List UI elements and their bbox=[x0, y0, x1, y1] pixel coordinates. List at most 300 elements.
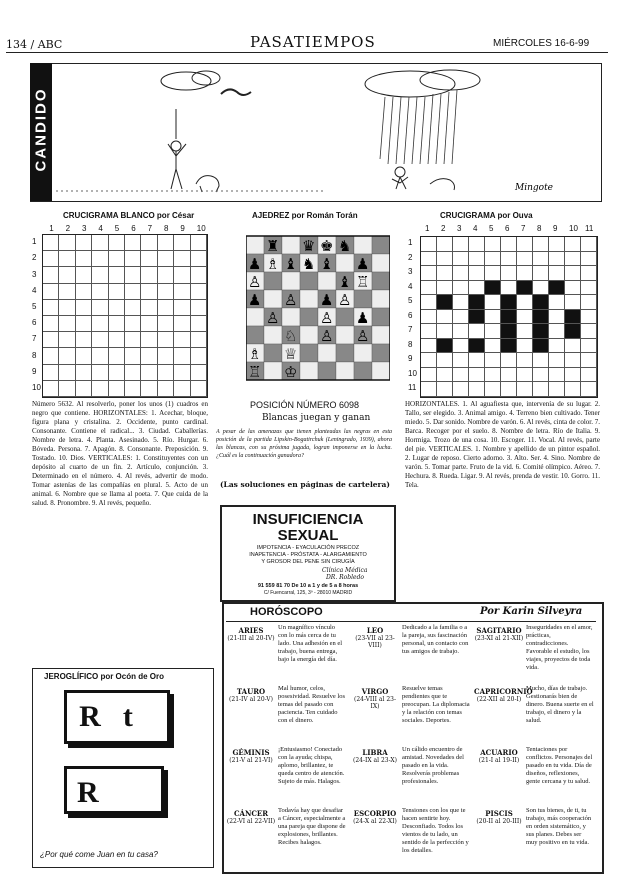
crucigrama-blanco-cell[interactable] bbox=[43, 365, 59, 381]
crucigrama-col-number: 7 bbox=[521, 224, 526, 233]
crucigrama-cell[interactable] bbox=[533, 310, 549, 325]
crucigrama-cell[interactable] bbox=[501, 281, 517, 296]
crucigrama-blanco-cell[interactable] bbox=[174, 251, 190, 267]
crucigrama-cell[interactable] bbox=[421, 382, 437, 397]
crucigrama-blanco-cell[interactable] bbox=[76, 300, 92, 316]
crucigrama-cell[interactable] bbox=[565, 252, 581, 267]
crucigrama-blanco-cell[interactable] bbox=[92, 348, 108, 364]
crucigrama-cell[interactable] bbox=[549, 324, 565, 339]
crucigrama-blanco-cell[interactable] bbox=[43, 316, 59, 332]
crucigrama-cell[interactable] bbox=[453, 382, 469, 397]
chess-square[interactable] bbox=[282, 272, 300, 290]
crucigrama-cell[interactable] bbox=[437, 266, 453, 281]
crucigrama-blanco-cell[interactable] bbox=[92, 365, 108, 381]
crucigrama-cell[interactable] bbox=[565, 368, 581, 383]
crucigrama-cell[interactable] bbox=[437, 281, 453, 296]
crucigrama-cell[interactable] bbox=[517, 382, 533, 397]
crucigrama-blanco-cell[interactable] bbox=[109, 348, 125, 364]
chess-piece: ♟ bbox=[248, 291, 262, 309]
horoscope-sign-header bbox=[474, 809, 524, 825]
chess-square[interactable] bbox=[336, 254, 354, 272]
crucigrama-cell[interactable] bbox=[565, 353, 581, 368]
crucigrama-blanco-cell[interactable] bbox=[141, 251, 157, 267]
crucigrama-cell[interactable] bbox=[485, 353, 501, 368]
crucigrama-blanco-cell[interactable] bbox=[43, 300, 59, 316]
horoscope-sign-text: Son tus bienes, de ti, tu trabajo, más cooperación en orden sistemático, y sus planes. Debes ser muy positivo en tu vida. bbox=[526, 807, 592, 846]
crucigrama-blanco-cell[interactable] bbox=[125, 251, 141, 267]
crucigrama-blanco-cell[interactable] bbox=[141, 284, 157, 300]
crucigrama-blanco-cell[interactable] bbox=[191, 300, 207, 316]
crucigrama-cell[interactable] bbox=[469, 382, 485, 397]
chess-square[interactable] bbox=[264, 344, 282, 362]
crucigrama-cell[interactable] bbox=[501, 353, 517, 368]
crucigrama-cell[interactable] bbox=[485, 281, 501, 296]
crucigrama-cell[interactable] bbox=[485, 266, 501, 281]
chess-square[interactable] bbox=[372, 290, 390, 308]
chess-square[interactable] bbox=[264, 272, 282, 290]
crucigrama-cell[interactable] bbox=[549, 310, 565, 325]
crucigrama-cell[interactable] bbox=[421, 252, 437, 267]
crucigrama-cell[interactable] bbox=[453, 353, 469, 368]
crucigrama-cell[interactable] bbox=[581, 353, 597, 368]
crucigrama-blanco-col-number: 3 bbox=[82, 224, 87, 233]
crucigrama-blanco-cell[interactable] bbox=[92, 235, 108, 251]
crucigrama-cell[interactable] bbox=[533, 295, 549, 310]
crucigrama-cell[interactable] bbox=[421, 324, 437, 339]
crucigrama-blanco-cell[interactable] bbox=[76, 348, 92, 364]
crucigrama-blanco-cell[interactable] bbox=[92, 251, 108, 267]
crucigrama-blanco-cell[interactable] bbox=[174, 365, 190, 381]
crucigrama-cell[interactable] bbox=[485, 382, 501, 397]
crucigrama-cell[interactable] bbox=[469, 310, 485, 325]
crucigrama-cell[interactable] bbox=[437, 295, 453, 310]
chess-square[interactable] bbox=[372, 236, 390, 254]
crucigrama-row-number: 3 bbox=[408, 267, 413, 277]
crucigrama-cell[interactable] bbox=[581, 252, 597, 267]
chess-square[interactable] bbox=[372, 272, 390, 290]
chess-square[interactable] bbox=[318, 272, 336, 290]
crucigrama-blanco-cell[interactable] bbox=[59, 316, 75, 332]
crucigrama-col-number: 2 bbox=[441, 224, 446, 233]
crucigrama-cell[interactable] bbox=[533, 266, 549, 281]
crucigrama-blanco-clues: Número 5632. Al resolverlo, poner los unos (1) cuadros en negro que contiene. HORIZONTALES: 1. Acechar, bloque, figura plana y cristalina. 2. Occidente, punto cardinal. Consonante. Contiene el radical... 3. Ciudad. Caballerías. Nombre de letra. 4. Planta. Asesinado. 5. Río. Hurgar. 6. Bóveda. Persona. 7. Apagón. 8. Consonante. Preposición. 9. Tostado. 10. Dios. VERTICALES: 1. Constituyentes con un depósito al cuarto de un fin. 2. Artículo, conjunción. 3. Determinado en el número. 4. Al revés, advertir de modo. Tomar astenías de las compañías en plural. 5. Acto de un animal. 6. Nombre que se llama al poeta. 7. Que cuida de la salud. 8. Pronombre. 9. Al revés, pequeño. bbox=[32, 400, 208, 507]
chess-square[interactable] bbox=[372, 308, 390, 326]
crucigrama-blanco-cell[interactable] bbox=[76, 235, 92, 251]
chess-square[interactable] bbox=[336, 326, 354, 344]
chess-square[interactable] bbox=[300, 326, 318, 344]
crucigrama-blanco-cell[interactable] bbox=[76, 267, 92, 283]
crucigrama-cell[interactable] bbox=[517, 324, 533, 339]
crucigrama-blanco-cell[interactable] bbox=[43, 348, 59, 364]
crucigrama-blanco-cell[interactable] bbox=[76, 381, 92, 397]
horoscope-sign bbox=[350, 624, 472, 682]
crucigrama-cell[interactable] bbox=[565, 339, 581, 354]
ad-line-5: DR. Robledo bbox=[326, 574, 365, 581]
crucigrama-row-number: 2 bbox=[408, 252, 413, 262]
horoscope-sign-name: VIRGO bbox=[361, 687, 389, 696]
crucigrama-blanco-cell[interactable] bbox=[141, 365, 157, 381]
jeroglifico-title: JEROGLÍFICO por Ocón de Oro bbox=[44, 672, 165, 681]
crucigrama-blanco-cell[interactable] bbox=[76, 365, 92, 381]
crucigrama-blanco-cell[interactable] bbox=[43, 381, 59, 397]
page-date: MIÉRCOLES 16-6-99 bbox=[493, 38, 590, 49]
crucigrama-blanco-cell[interactable] bbox=[141, 267, 157, 283]
chess-square[interactable] bbox=[264, 362, 282, 380]
crucigrama-cell[interactable] bbox=[533, 382, 549, 397]
chess-square[interactable] bbox=[246, 326, 264, 344]
crucigrama-blanco-cell[interactable] bbox=[109, 332, 125, 348]
crucigrama-blanco-cell[interactable] bbox=[43, 267, 59, 283]
chess-piece: ♔ bbox=[284, 363, 298, 381]
crucigrama-cell[interactable] bbox=[453, 266, 469, 281]
crucigrama-cell[interactable] bbox=[501, 237, 517, 252]
crucigrama-cell[interactable] bbox=[501, 295, 517, 310]
crucigrama-blanco-cell[interactable] bbox=[109, 316, 125, 332]
crucigrama-cell[interactable] bbox=[453, 339, 469, 354]
crucigrama-blanco-cell[interactable] bbox=[59, 348, 75, 364]
crucigrama-blanco-cell[interactable] bbox=[141, 235, 157, 251]
crucigrama-cell[interactable] bbox=[485, 295, 501, 310]
horoscope-sign-text: Mal humor, celos, posesividad. Resuelve los temas del pasado con paciencia. Ten cuidado con el dinero. bbox=[278, 685, 345, 724]
crucigrama-cell[interactable] bbox=[469, 266, 485, 281]
horoscope-sign-name: ACUARIO bbox=[480, 748, 518, 757]
crucigrama-cell[interactable] bbox=[565, 310, 581, 325]
crucigrama-cell[interactable] bbox=[533, 252, 549, 267]
chess-square[interactable] bbox=[300, 290, 318, 308]
horoscope-sign-text: Mucho, días de trabajo. Gestionarás bien de dinero. Buena suerte en el trabajo, el dinero y la salud. bbox=[526, 685, 594, 724]
crucigrama-blanco-cell[interactable] bbox=[141, 348, 157, 364]
crucigrama-cell[interactable] bbox=[469, 339, 485, 354]
crucigrama-cell[interactable] bbox=[453, 295, 469, 310]
crucigrama-cell[interactable] bbox=[485, 237, 501, 252]
crucigrama-blanco-cell[interactable] bbox=[191, 381, 207, 397]
crucigrama-cell[interactable] bbox=[421, 353, 437, 368]
crucigrama-cell[interactable] bbox=[549, 252, 565, 267]
crucigrama-cell[interactable] bbox=[517, 237, 533, 252]
crucigrama-blanco-cell[interactable] bbox=[92, 284, 108, 300]
crucigrama-cell[interactable] bbox=[501, 382, 517, 397]
chess-square[interactable] bbox=[282, 236, 300, 254]
chess-square[interactable] bbox=[354, 344, 372, 362]
crucigrama-blanco-cell[interactable] bbox=[174, 300, 190, 316]
crucigrama-cell[interactable] bbox=[549, 368, 565, 383]
crucigrama-blanco-cell[interactable] bbox=[174, 381, 190, 397]
crucigrama-cell[interactable] bbox=[421, 339, 437, 354]
crucigrama-cell[interactable] bbox=[565, 281, 581, 296]
crucigrama-blanco-cell[interactable] bbox=[43, 284, 59, 300]
horoscope-sign-name: CAPRICORNIO bbox=[474, 687, 533, 696]
crucigrama-cell[interactable] bbox=[453, 368, 469, 383]
crucigrama-cell[interactable] bbox=[533, 237, 549, 252]
crucigrama-cell[interactable] bbox=[453, 237, 469, 252]
crucigrama-cell[interactable] bbox=[581, 237, 597, 252]
crucigrama-blanco-cell[interactable] bbox=[174, 348, 190, 364]
crucigrama-blanco-cell[interactable] bbox=[109, 235, 125, 251]
crucigrama-cell[interactable] bbox=[469, 353, 485, 368]
crucigrama-col-number: 6 bbox=[505, 224, 510, 233]
chess-square[interactable] bbox=[354, 236, 372, 254]
crucigrama-cell[interactable] bbox=[501, 324, 517, 339]
crucigrama-blanco-grid[interactable] bbox=[42, 234, 208, 398]
chess-square[interactable] bbox=[372, 254, 390, 272]
crucigrama-blanco-cell[interactable] bbox=[125, 316, 141, 332]
crucigrama-cell[interactable] bbox=[581, 324, 597, 339]
horoscope-sign bbox=[226, 685, 348, 743]
horoscope-sign-name: CÁNCER bbox=[233, 809, 269, 818]
crucigrama-cell[interactable] bbox=[469, 324, 485, 339]
chess-square[interactable] bbox=[372, 326, 390, 344]
chess-square[interactable] bbox=[354, 362, 372, 380]
chess-square[interactable] bbox=[372, 362, 390, 380]
crucigrama-cell[interactable] bbox=[549, 237, 565, 252]
crucigrama-cell[interactable] bbox=[581, 281, 597, 296]
crucigrama-blanco-cell[interactable] bbox=[43, 332, 59, 348]
chess-square[interactable] bbox=[336, 308, 354, 326]
crucigrama-cell[interactable] bbox=[533, 281, 549, 296]
crucigrama-blanco-cell[interactable] bbox=[174, 284, 190, 300]
crucigrama-cell[interactable] bbox=[565, 266, 581, 281]
crucigrama-cell[interactable] bbox=[453, 324, 469, 339]
crucigrama-blanco-cell[interactable] bbox=[109, 284, 125, 300]
crucigrama-cell[interactable] bbox=[485, 324, 501, 339]
crucigrama-grid[interactable] bbox=[420, 236, 598, 398]
crucigrama-blanco-cell[interactable] bbox=[158, 251, 174, 267]
crucigrama-cell[interactable] bbox=[501, 310, 517, 325]
crucigrama-blanco-cell[interactable] bbox=[191, 348, 207, 364]
crucigrama-blanco-cell[interactable] bbox=[158, 381, 174, 397]
crucigrama-blanco-cell[interactable] bbox=[59, 267, 75, 283]
crucigrama-cell[interactable] bbox=[485, 368, 501, 383]
chess-square[interactable] bbox=[372, 344, 390, 362]
crucigrama-blanco-cell[interactable] bbox=[59, 284, 75, 300]
crucigrama-cell[interactable] bbox=[549, 295, 565, 310]
crucigrama-cell[interactable] bbox=[453, 252, 469, 267]
chess-square[interactable] bbox=[264, 290, 282, 308]
crucigrama-blanco-cell[interactable] bbox=[76, 316, 92, 332]
crucigrama-cell[interactable] bbox=[549, 281, 565, 296]
crucigrama-blanco-cell[interactable] bbox=[191, 365, 207, 381]
horoscope-sign-header bbox=[474, 748, 524, 764]
crucigrama-cell[interactable] bbox=[517, 252, 533, 267]
crucigrama-cell[interactable] bbox=[501, 368, 517, 383]
crucigrama-cell[interactable] bbox=[453, 310, 469, 325]
crucigrama-cell[interactable] bbox=[549, 266, 565, 281]
crucigrama-blanco-cell[interactable] bbox=[174, 316, 190, 332]
crucigrama-cell[interactable] bbox=[421, 310, 437, 325]
crucigrama-cell[interactable] bbox=[549, 339, 565, 354]
crucigrama-blanco-cell[interactable] bbox=[109, 381, 125, 397]
horoscope-sign-name: ARIES bbox=[238, 626, 264, 635]
chess-piece: ♝ bbox=[320, 255, 334, 273]
chess-square[interactable] bbox=[336, 344, 354, 362]
crucigrama-cell[interactable] bbox=[565, 237, 581, 252]
crucigrama-blanco-cell[interactable] bbox=[158, 348, 174, 364]
crucigrama-cell[interactable] bbox=[437, 324, 453, 339]
crucigrama-cell[interactable] bbox=[533, 368, 549, 383]
crucigrama-blanco-cell[interactable] bbox=[76, 284, 92, 300]
crucigrama-blanco-cell[interactable] bbox=[158, 300, 174, 316]
horoscope-sign bbox=[226, 807, 348, 865]
crucigrama-cell[interactable] bbox=[469, 237, 485, 252]
chess-square[interactable] bbox=[336, 362, 354, 380]
crucigrama-cell[interactable] bbox=[485, 339, 501, 354]
chess-square[interactable] bbox=[318, 362, 336, 380]
crucigrama-cell[interactable] bbox=[565, 382, 581, 397]
chess-square[interactable] bbox=[282, 308, 300, 326]
crucigrama-cell[interactable] bbox=[581, 295, 597, 310]
horoscope-sign-text: Dedicado a la familia o a la pareja, sus fascinación personal, un contacto con tus amigos de trabajo. bbox=[402, 624, 469, 655]
chess-square[interactable] bbox=[264, 326, 282, 344]
chess-square[interactable] bbox=[318, 344, 336, 362]
chess-square[interactable] bbox=[300, 362, 318, 380]
chess-square[interactable] bbox=[354, 290, 372, 308]
crucigrama-cell[interactable] bbox=[485, 310, 501, 325]
crucigrama-cell[interactable] bbox=[501, 339, 517, 354]
crucigrama-blanco-cell[interactable] bbox=[191, 251, 207, 267]
crucigrama-cell[interactable] bbox=[501, 266, 517, 281]
crucigrama-cell[interactable] bbox=[469, 368, 485, 383]
crucigrama-cell[interactable] bbox=[581, 310, 597, 325]
crucigrama-cell[interactable] bbox=[533, 353, 549, 368]
crucigrama-cell[interactable] bbox=[437, 353, 453, 368]
crucigrama-blanco-row-number: 10 bbox=[32, 382, 41, 392]
crucigrama-cell[interactable] bbox=[421, 237, 437, 252]
crucigrama-cell[interactable] bbox=[581, 368, 597, 383]
crucigrama-blanco-cell[interactable] bbox=[59, 365, 75, 381]
crucigrama-blanco-cell[interactable] bbox=[158, 284, 174, 300]
crucigrama-blanco-cell[interactable] bbox=[92, 316, 108, 332]
crucigrama-cell[interactable] bbox=[469, 281, 485, 296]
crucigrama-blanco-cell[interactable] bbox=[158, 332, 174, 348]
crucigrama-cell[interactable] bbox=[453, 281, 469, 296]
crucigrama-cell[interactable] bbox=[421, 368, 437, 383]
chess-piece: ♜ bbox=[266, 237, 280, 255]
crucigrama-blanco-cell[interactable] bbox=[76, 332, 92, 348]
horoscope-sign-header bbox=[350, 687, 400, 710]
crucigrama-cell[interactable] bbox=[517, 368, 533, 383]
horoscope-sign-text: Tensiones con los que te hacen sentirte hoy. Desconfiado. Todos los vientos de tu lado, un sentido de la perfección y los detalles. bbox=[402, 807, 469, 854]
crucigrama-blanco-cell[interactable] bbox=[158, 235, 174, 251]
crucigrama-blanco-cell[interactable] bbox=[191, 235, 207, 251]
crucigrama-cell[interactable] bbox=[517, 266, 533, 281]
crucigrama-cell[interactable] bbox=[469, 252, 485, 267]
crucigrama-blanco-cell[interactable] bbox=[174, 267, 190, 283]
crucigrama-cell[interactable] bbox=[517, 281, 533, 296]
crucigrama-cell[interactable] bbox=[517, 310, 533, 325]
crucigrama-cell[interactable] bbox=[485, 252, 501, 267]
chess-square[interactable] bbox=[300, 308, 318, 326]
crucigrama-blanco-cell[interactable] bbox=[158, 365, 174, 381]
crucigrama-blanco-cell[interactable] bbox=[141, 381, 157, 397]
crucigrama-blanco-cell[interactable] bbox=[125, 267, 141, 283]
crucigrama-cell[interactable] bbox=[581, 266, 597, 281]
crucigrama-cell[interactable] bbox=[437, 368, 453, 383]
crucigrama-blanco-cell[interactable] bbox=[59, 235, 75, 251]
crucigrama-blanco-cell[interactable] bbox=[76, 251, 92, 267]
crucigrama-cell[interactable] bbox=[581, 382, 597, 397]
chess-square[interactable] bbox=[246, 236, 264, 254]
crucigrama-blanco-cell[interactable] bbox=[109, 251, 125, 267]
crucigrama-cell[interactable] bbox=[421, 266, 437, 281]
crucigrama-blanco-cell[interactable] bbox=[141, 316, 157, 332]
crucigrama-cell[interactable] bbox=[421, 281, 437, 296]
crucigrama-blanco-cell[interactable] bbox=[174, 332, 190, 348]
crucigrama-blanco-cell[interactable] bbox=[109, 300, 125, 316]
crucigrama-blanco-cell[interactable] bbox=[43, 251, 59, 267]
crucigrama-blanco-cell[interactable] bbox=[191, 316, 207, 332]
crucigrama-blanco-cell[interactable] bbox=[141, 332, 157, 348]
crucigrama-blanco-cell[interactable] bbox=[158, 316, 174, 332]
crucigrama-cell[interactable] bbox=[501, 252, 517, 267]
crucigrama-cell[interactable] bbox=[421, 295, 437, 310]
horoscope-sign-name: LIBRA bbox=[362, 748, 388, 757]
crucigrama-cell[interactable] bbox=[437, 237, 453, 252]
crucigrama-cell[interactable] bbox=[517, 353, 533, 368]
chess-square[interactable] bbox=[300, 272, 318, 290]
horoscope-sign-dates: (21-IV al 20-V) bbox=[229, 696, 273, 703]
crucigrama-blanco-cell[interactable] bbox=[191, 332, 207, 348]
crucigrama-blanco-cell[interactable] bbox=[59, 332, 75, 348]
crucigrama-cell[interactable] bbox=[437, 339, 453, 354]
crucigrama-blanco-cell[interactable] bbox=[191, 284, 207, 300]
crucigrama-blanco-cell[interactable] bbox=[59, 300, 75, 316]
crucigrama-blanco-cell[interactable] bbox=[125, 300, 141, 316]
crucigrama-blanco-cell[interactable] bbox=[174, 235, 190, 251]
cartoon-right bbox=[330, 64, 598, 199]
crucigrama-blanco-cell[interactable] bbox=[125, 365, 141, 381]
crucigrama-blanco-cell[interactable] bbox=[191, 267, 207, 283]
crucigrama-blanco-cell[interactable] bbox=[92, 381, 108, 397]
crucigrama-blanco-cell[interactable] bbox=[59, 381, 75, 397]
crucigrama-blanco-cell[interactable] bbox=[125, 348, 141, 364]
crucigrama-cell[interactable] bbox=[437, 310, 453, 325]
crucigrama-cell[interactable] bbox=[565, 324, 581, 339]
crucigrama-cell[interactable] bbox=[533, 339, 549, 354]
chess-square[interactable] bbox=[246, 308, 264, 326]
crucigrama-blanco-cell[interactable] bbox=[92, 267, 108, 283]
crucigrama-blanco-cell[interactable] bbox=[158, 267, 174, 283]
crucigrama-cell[interactable] bbox=[517, 339, 533, 354]
crucigrama-blanco-cell[interactable] bbox=[125, 332, 141, 348]
crucigrama-blanco-cell[interactable] bbox=[59, 251, 75, 267]
crucigrama-cell[interactable] bbox=[437, 382, 453, 397]
crucigrama-cell[interactable] bbox=[517, 295, 533, 310]
page-number: 134 / ABC bbox=[6, 38, 63, 51]
crucigrama-cell[interactable] bbox=[565, 295, 581, 310]
crucigrama-cell[interactable] bbox=[549, 353, 565, 368]
crucigrama-blanco-cell[interactable] bbox=[92, 332, 108, 348]
crucigrama-blanco-cell[interactable] bbox=[125, 284, 141, 300]
crucigrama-blanco-cell[interactable] bbox=[125, 381, 141, 397]
chess-board[interactable] bbox=[246, 224, 390, 392]
horoscope-sign-dates: (20-II al 20-III) bbox=[476, 818, 522, 825]
crucigrama-blanco-cell[interactable] bbox=[43, 235, 59, 251]
crucigrama-cell[interactable] bbox=[469, 295, 485, 310]
crucigrama-blanco-cell[interactable] bbox=[109, 365, 125, 381]
chess-square[interactable] bbox=[300, 344, 318, 362]
crucigrama-blanco-cell[interactable] bbox=[92, 300, 108, 316]
horoscope-sign-name: GÉMINIS bbox=[232, 748, 270, 757]
crucigrama-blanco-cell[interactable] bbox=[141, 300, 157, 316]
crucigrama-cell[interactable] bbox=[581, 339, 597, 354]
crucigrama-cell[interactable] bbox=[533, 324, 549, 339]
crucigrama-blanco-cell[interactable] bbox=[109, 267, 125, 283]
crucigrama-cell[interactable] bbox=[437, 252, 453, 267]
crucigrama-cell[interactable] bbox=[549, 382, 565, 397]
crucigrama-blanco-cell[interactable] bbox=[125, 235, 141, 251]
horoscope-sign-header bbox=[350, 626, 400, 649]
crucigrama-row-number: 10 bbox=[408, 368, 417, 378]
